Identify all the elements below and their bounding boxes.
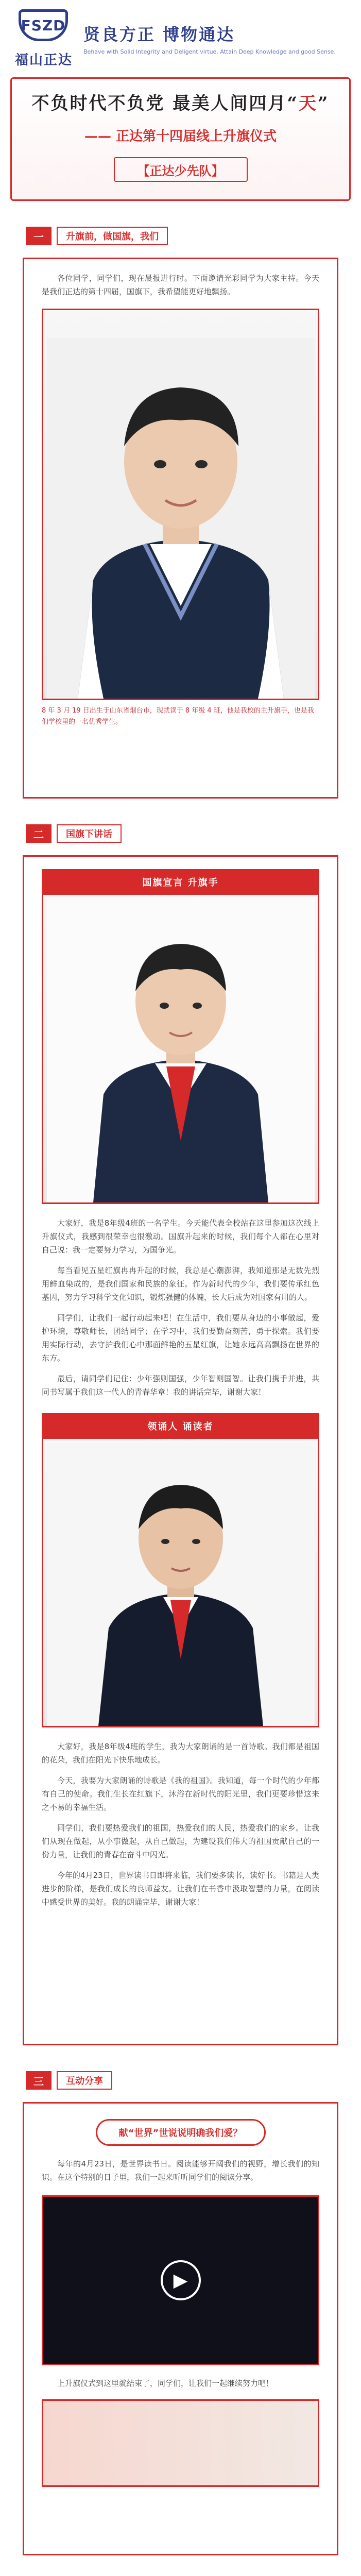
banner-title-main: 不负时代不负党 最美人间四月: [31, 93, 287, 114]
play-icon[interactable]: ▶: [161, 2260, 201, 2300]
logo-shield: [19, 9, 68, 41]
section-title: 国旗下讲话: [57, 824, 122, 843]
speech-paragraph: 每当看见五星红旗冉冉升起的时候，我总是心潮澎湃，我知道那是无数先烈用鲜血染成的，是我们国家和民族的象征。作为新时代的少年，我们要传承红色基因，努力学习科学文化知识，锻炼强健的体魄，长大后成为对国家有用的人。: [42, 1266, 319, 1302]
banner-title-quote: 天: [298, 93, 318, 114]
boy-portrait-illustration: [47, 338, 315, 699]
student-reciter-illustration: [47, 1443, 315, 1726]
section-number: 一: [26, 227, 51, 245]
video-player[interactable]: [42, 2195, 319, 2365]
share-photo: [42, 2399, 319, 2487]
share-paragraph: 上升旗仪式到这里就结束了，同学们，让我们一起继续努力吧！: [57, 2379, 274, 2388]
photo-label: 领诵人 诵读者: [42, 1413, 319, 1439]
title-banner: [10, 77, 351, 201]
section-title: 互动分享: [57, 2071, 112, 2090]
recital-paragraph: 今年的4月23日，世界读书日即将来临，我们要多读书，读好书。书籍是人类进步的阶梯，是我们成长的良师益友。让我们在书香中汲取智慧的力量，在阅读中感受世界的美好。我的朗诵完毕，谢谢大家！: [42, 1871, 319, 1907]
section-2-heading: [0, 819, 361, 848]
portrait-image: [43, 310, 318, 699]
school-logo: [13, 8, 74, 69]
motto-cn: 贤良方正 博物通达: [83, 25, 235, 44]
section-1-card: [23, 258, 338, 799]
reciter-photo: [42, 1439, 319, 1727]
section-number: 三: [26, 2071, 51, 2090]
section-3-heading: [0, 2066, 361, 2095]
photo-image: [43, 895, 318, 1202]
photo-image: [43, 1439, 318, 1726]
motto-en: Behave with Solid Integrity and Deligent virtue. Attain Deep Knowledge and good Sense.: [83, 48, 336, 55]
share-paragraph: 每年的4月23日，是世界读书日。阅读能够开阔我们的视野，增长我们的知识。在这个特别的日子里，我们一起来听听同学们的阅读分享。: [42, 2159, 319, 2182]
photo-image: [43, 2401, 318, 2485]
speech-paragraph: 最后，请同学们记住：少年强则国强，少年智则国智。让我们携手并进，共同书写属于我们这一代人的青春华章！我的讲话完毕，谢谢大家！: [42, 1374, 319, 1397]
speech-paragraph: 同学们，让我们一起行动起来吧！在生活中，我们要从身边的小事做起，爱护环境，尊敬师长，团结同学；在学习中，我们要勤奋刻苦，勇于探索。我们要用实际行动，去守护我们心中那面鲜艳的五星红旗，让她永远高高飘扬在世界的东方。: [42, 1313, 319, 1363]
banner-subtitle: —— 正达第十四届线上升旗仪式: [84, 129, 277, 144]
recital-paragraph: 今天，我要为大家朗诵的诗歌是《我的祖国》。我知道，每一个时代的少年都有自己的使命。我们生长在红旗下，沐浴在新时代的阳光里，我们更要珍惜这来之不易的幸福生活。: [42, 1776, 319, 1812]
speech-paragraph: 大家好，我是8年级4班的一名学生。今天能代表全校站在这里参加这次线上升旗仪式，我感到很荣幸也很激动。国旗升起来的时候，我们每个人都在心里对自己说：我一定要努力学习，为国争光。: [42, 1218, 319, 1255]
portrait-caption: 8 年 3 月 19 日出生于山东省烟台市，现就读于 8 年级 4 班，他是我校的主升旗手，也是我们学校里的一名优秀学生。: [42, 707, 314, 726]
banner-title: 不负时代不负党 最美人间四月“天”: [31, 93, 330, 114]
recital-paragraph: 同学们，我们要热爱我们的祖国，热爱我们的人民，热爱我们的家乡。让我们从现在做起，从小事做起，从自己做起，为建设我们伟大的祖国贡献自己的一份力量，让我们的青春在奋斗中闪光。: [42, 1823, 319, 1859]
section-title: 升旗前，做国旗，我们: [57, 227, 168, 245]
section-number: 二: [26, 824, 51, 843]
flag-speech-photo: [42, 895, 319, 1204]
photo-label: 国旗宣言 升旗手: [42, 869, 319, 895]
section-1-heading: [0, 222, 361, 250]
recital-paragraph: 大家好，我是8年级4班的学生，我为大家朗诵的是一首诗歌。我们都是祖国的花朵，我们在阳光下快乐地成长。: [42, 1742, 319, 1765]
logo-mark: FSZD: [21, 16, 66, 34]
student-with-scarf-illustration: [47, 899, 315, 1202]
topic-bubble: 献“世界”世说说明确我们爱？: [96, 2119, 266, 2146]
logo-name: 福山正达: [14, 53, 73, 68]
school-header: [0, 0, 361, 77]
student-portrait: [42, 309, 319, 700]
intro-paragraph: 各位同学，同学们，现在晨报进行时。下面邀请光彩同学为大家主持。今天是我们正达的第十四届，国旗下，我希望能更好地飘扬。: [42, 274, 319, 296]
section-2-card: [23, 855, 338, 2045]
section-3-card: [23, 2102, 338, 2555]
banner-tag: 【正达少先队】: [114, 157, 248, 182]
motto: [83, 22, 336, 56]
